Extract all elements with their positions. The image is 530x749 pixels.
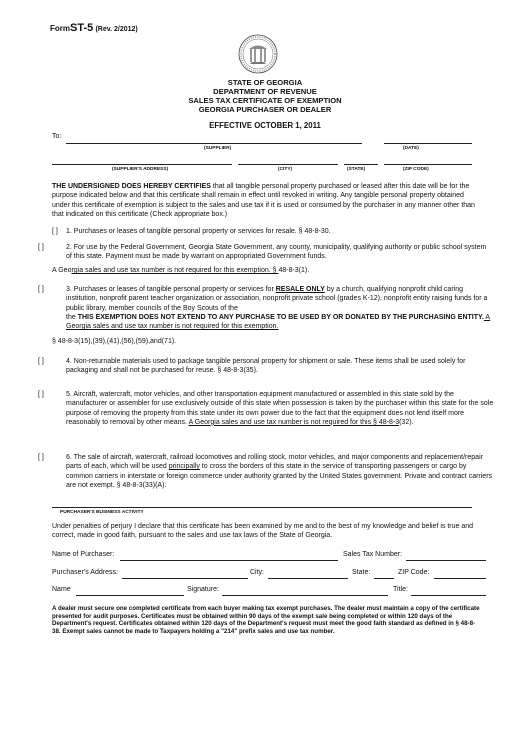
option-6-text-a: 6. The sale of aircraft, watercraft, railroad locomotives and rolling stock, motor vehicles, and major components and replacement/repair parts of each, which will be used [66, 454, 483, 471]
title-line-department: DEPARTMENT OF REVENUE [213, 87, 317, 96]
purchaser-state-field[interactable] [374, 578, 394, 579]
signature-label: Signature: [187, 586, 219, 593]
sales-tax-number-label: Sales Tax Number: [343, 551, 403, 558]
supplier-caption: (SUPPLIER) [204, 146, 232, 151]
option-3-cite: § 48-8-3(15),(39),(41),(56),(59),and(71). [52, 338, 177, 345]
to-label: To: [52, 133, 62, 140]
title-line-state: STATE OF GEORGIA [227, 78, 303, 87]
option-4-checkbox[interactable]: [ ] [38, 358, 44, 365]
option-5 [38, 390, 494, 427]
option-2-note-underlined: rgia sales and use tax number is not required for this exemption. § [71, 267, 279, 274]
purchaser-name-label: Name of Purchaser: [52, 551, 115, 558]
title-line-certificate: SALES TAX CERTIFICATE OF EXEMPTION [188, 96, 342, 105]
date-field[interactable] [384, 143, 472, 144]
option-5-checkbox[interactable]: [ ] [38, 391, 44, 398]
option-6-checkbox[interactable]: [ ] [38, 454, 44, 461]
option-2 [38, 243, 494, 262]
signature-field[interactable] [222, 595, 388, 596]
purchaser-city-field[interactable] [268, 578, 348, 579]
title-label: Title: [393, 586, 408, 593]
option-3-note: A Georgia sales and use tax number is not required for this exemption. [66, 313, 491, 331]
date-caption: (DATE) [403, 146, 419, 151]
form-code: ST-5 [70, 22, 94, 34]
option-4-text: 4. Non-returnable materials used to package tangible personal property for shipment or sale. These items shall be used solely for packaging and shall not be purchased for reuse. § 48-8-3(35). [66, 358, 466, 375]
purchaser-address-label: Purchaser's Address: [52, 569, 118, 576]
certify-lead: THE UNDERSIGNED DOES HEREBY CERTIFIES [52, 183, 211, 190]
option-5-text: 5. Aircraft, watercraft, motor vehicles, and other transportation equipment manufactured or assembled in this state sold by the manufacturer or assembler for use exclusively outside of this state when possession is taken by the purchaser within this state for the sole purpose of removing the property from this state under its own power due to the fact that the equipment does not lend itself more reasonably to removal by other means. [66, 391, 494, 426]
purchaser-name-field[interactable] [120, 560, 338, 561]
option-2-note-cite: 48-8-3(1). [278, 267, 310, 274]
option-3-text-b: by a church, qualifying nonprofit child caring institution, nonprofit parent teacher organization or association, nonprofit private school (grades K-12), nonprofit entity raising funds for a public library, member councils of the Boy Scouts of the [66, 286, 488, 312]
city-caption: (CITY) [278, 167, 293, 172]
business-activity-caption: PURCHASER'S BUSINESS ACTIVITY [60, 510, 144, 515]
supplier-city-field[interactable] [238, 164, 338, 165]
state-seal-icon [238, 34, 278, 74]
option-5-note: A Georgia sales and use tax number is not required for this § 48-8-3 [188, 418, 400, 426]
form-revision: (Rev. 2/2012) [95, 26, 138, 33]
address-caption: (SUPPLIER'S ADDRESS) [112, 167, 169, 172]
perjury-statement: Under penalties of perjury I declare that this certificate has been examined by me and to the best of my knowledge and belief is true and correct, made in good faith, pursuant to the sales and use tax laws of the State of Georgia. [52, 523, 474, 540]
supplier-address-field[interactable] [52, 164, 232, 165]
dealer-notice: A dealer must secure one completed certificate from each buyer making tax exempt purchases. The dealer must maintain a copy of the certificate presented for audit purposes. Certificates must be obtained within 90 days of the exempt sale being completed or within 120 days of the Department's request. Certificates obtained within 120 days of the Department's request must meet the good faith standard as defined in § 48-8-38. Exempt sales cannot be made to Taxpayers holding a "214" prefix sales and use tax number. [52, 605, 480, 635]
form-prefix: Form [50, 24, 70, 33]
certification-paragraph [52, 182, 480, 219]
purchaser-zip-field[interactable] [434, 578, 486, 579]
option-3-checkbox[interactable]: [ ] [38, 286, 44, 293]
form-title [0, 78, 530, 114]
option-6-principally: principally [168, 463, 200, 471]
option-2-checkbox[interactable]: [ ] [38, 244, 44, 251]
certify-body: that all tangible personal property purchased or leased after this date will be for the purpose indicated below and that this certificate shall remain in effect until revoked in writing. Any tangible personal property obtained under this certificate of exemption is subject to the sales and use tax if it is used or consumed by the purchaser in any manner other than that indicated on this certificate (Check appropriate box.) [52, 183, 475, 218]
option-6-text-b: to cross the borders of this state in the service of transporting passengers or cargo by common carriers in interstate or foreign commerce under authority granted by the United States government. Private and contract carriers are not exempt. § 48-8-3(33)(A). [66, 463, 493, 489]
option-4 [38, 357, 494, 376]
option-1-checkbox[interactable]: [ ] [52, 228, 58, 235]
zip-caption: (ZIP CODE) [403, 167, 429, 172]
option-3 [38, 285, 494, 331]
option-3-warning: THIS EXEMPTION DOES NOT EXTEND TO ANY PURCHASE TO BE USED BY OR DONATED BY THE PURCHASING ENTITY. [77, 313, 484, 321]
form-number [50, 22, 138, 34]
option-3-resale-only: RESALE ONLY [275, 286, 325, 293]
title-line-purchaser: GEORGIA PURCHASER OR DEALER [198, 105, 332, 114]
state-caption: (STATE) [347, 167, 366, 172]
option-3-text-c: the [66, 313, 78, 321]
signer-name-label: Name [52, 586, 71, 593]
purchaser-city-label: City: [250, 569, 264, 576]
supplier-state-field[interactable] [344, 164, 378, 165]
option-1 [52, 227, 480, 236]
effective-date: EFFECTIVE OCTOBER 1, 2011 [209, 121, 321, 130]
title-field[interactable] [411, 595, 486, 596]
supplier-zip-field[interactable] [384, 164, 472, 165]
option-2-note [52, 266, 480, 275]
purchaser-address-field[interactable] [122, 578, 248, 579]
supplier-field[interactable] [66, 143, 362, 144]
option-1-text: 1. Purchases or leases of tangible personal property or services for resale. § 48-8-30. [66, 228, 331, 235]
signer-name-field[interactable] [76, 595, 184, 596]
business-activity-field[interactable] [52, 507, 472, 508]
option-3-text-a: 3. Purchases or leases of tangible personal property or services for [66, 286, 276, 293]
sales-tax-number-field[interactable] [406, 560, 486, 561]
option-6 [38, 453, 494, 490]
option-2-text: 2. For use by the Federal Government, Georgia State Government, any county, municipality, qualifying authority or public school system of this state. Payment must be made by warrant on appropriated Government funds. [66, 244, 487, 261]
option-5-cite: (32). [399, 418, 414, 426]
option-2-note-start: A Geo [52, 267, 72, 274]
purchaser-zip-label: ZIP Code: [398, 569, 430, 576]
purchaser-state-label: State: [352, 569, 371, 576]
